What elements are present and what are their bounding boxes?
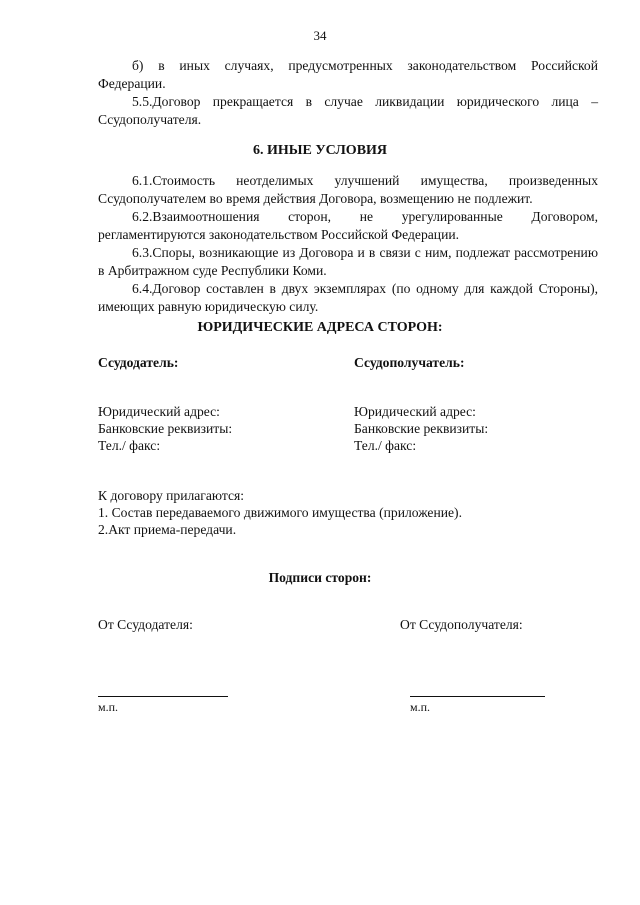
section-6-title: 6. ИНЫЕ УСЛОВИЯ (252, 143, 388, 158)
attachment-item: 2.Акт приема-передачи. (98, 522, 237, 537)
borrower-signature-label: От Ссудополучателя: (400, 617, 523, 632)
borrower-heading: Ссудополучатель: (354, 355, 465, 370)
page-number: 34 (313, 28, 327, 43)
paragraph-5-5: 5.5.Договор прекращается в случае ликвидации юридического лица – Ссудополучателя. (98, 94, 598, 127)
lender-signature-label: От Ссудодателя: (98, 617, 193, 632)
paragraph-6-2: 6.2.Взаимоотношения сторон, не урегулированные Договором, регламентируются законодательством Российской Федерации. (98, 209, 598, 242)
lender-seal-label: м.п. (98, 700, 119, 714)
borrower-signature-line (410, 696, 545, 697)
section-6-body (98, 172, 598, 316)
attachment-item: 1. Состав передаваемого движимого имущества (приложение). (98, 505, 462, 520)
borrower-bank-details: Банковские реквизиты: (354, 421, 489, 436)
paragraph-5-4b: б) в иных случаях, предусмотренных законодательством Российской Федерации. (98, 58, 598, 91)
lender-bank-details: Банковские реквизиты: (98, 421, 233, 436)
top-paragraphs (98, 57, 598, 129)
borrower-legal-address: Юридический адрес: (354, 404, 476, 419)
paragraph-6-3: 6.3.Споры, возникающие из Договора и в связи с ним, подлежат рассмотрению в Арбитражном суде Республики Коми. (98, 245, 598, 278)
lender-signature-line (98, 696, 228, 697)
borrower-phone-fax: Тел./ факс: (354, 438, 417, 453)
signatures-title: Подписи сторон: (268, 570, 372, 585)
borrower-seal-label: м.п. (410, 700, 431, 714)
lender-legal-address: Юридический адрес: (98, 404, 220, 419)
addresses-title: ЮРИДИЧЕСКИЕ АДРЕСА СТОРОН: (197, 320, 443, 335)
attachments-intro: К договору прилагаются: (98, 488, 245, 503)
paragraph-6-4: 6.4.Договор составлен в двух экземплярах (по одному для каждой Стороны), имеющих равную юридическую силу. (98, 281, 598, 314)
paragraph-6-1: 6.1.Стоимость неотделимых улучшений имущества, произведенных Ссудополучателем во время действия Договора, возмещению не подлежит. (98, 173, 598, 206)
attachments-block (98, 487, 462, 538)
lender-heading: Ссудодатель: (98, 355, 179, 370)
lender-phone-fax: Тел./ факс: (98, 438, 161, 453)
borrower-address-block (354, 403, 488, 454)
lender-address-block (98, 403, 232, 454)
